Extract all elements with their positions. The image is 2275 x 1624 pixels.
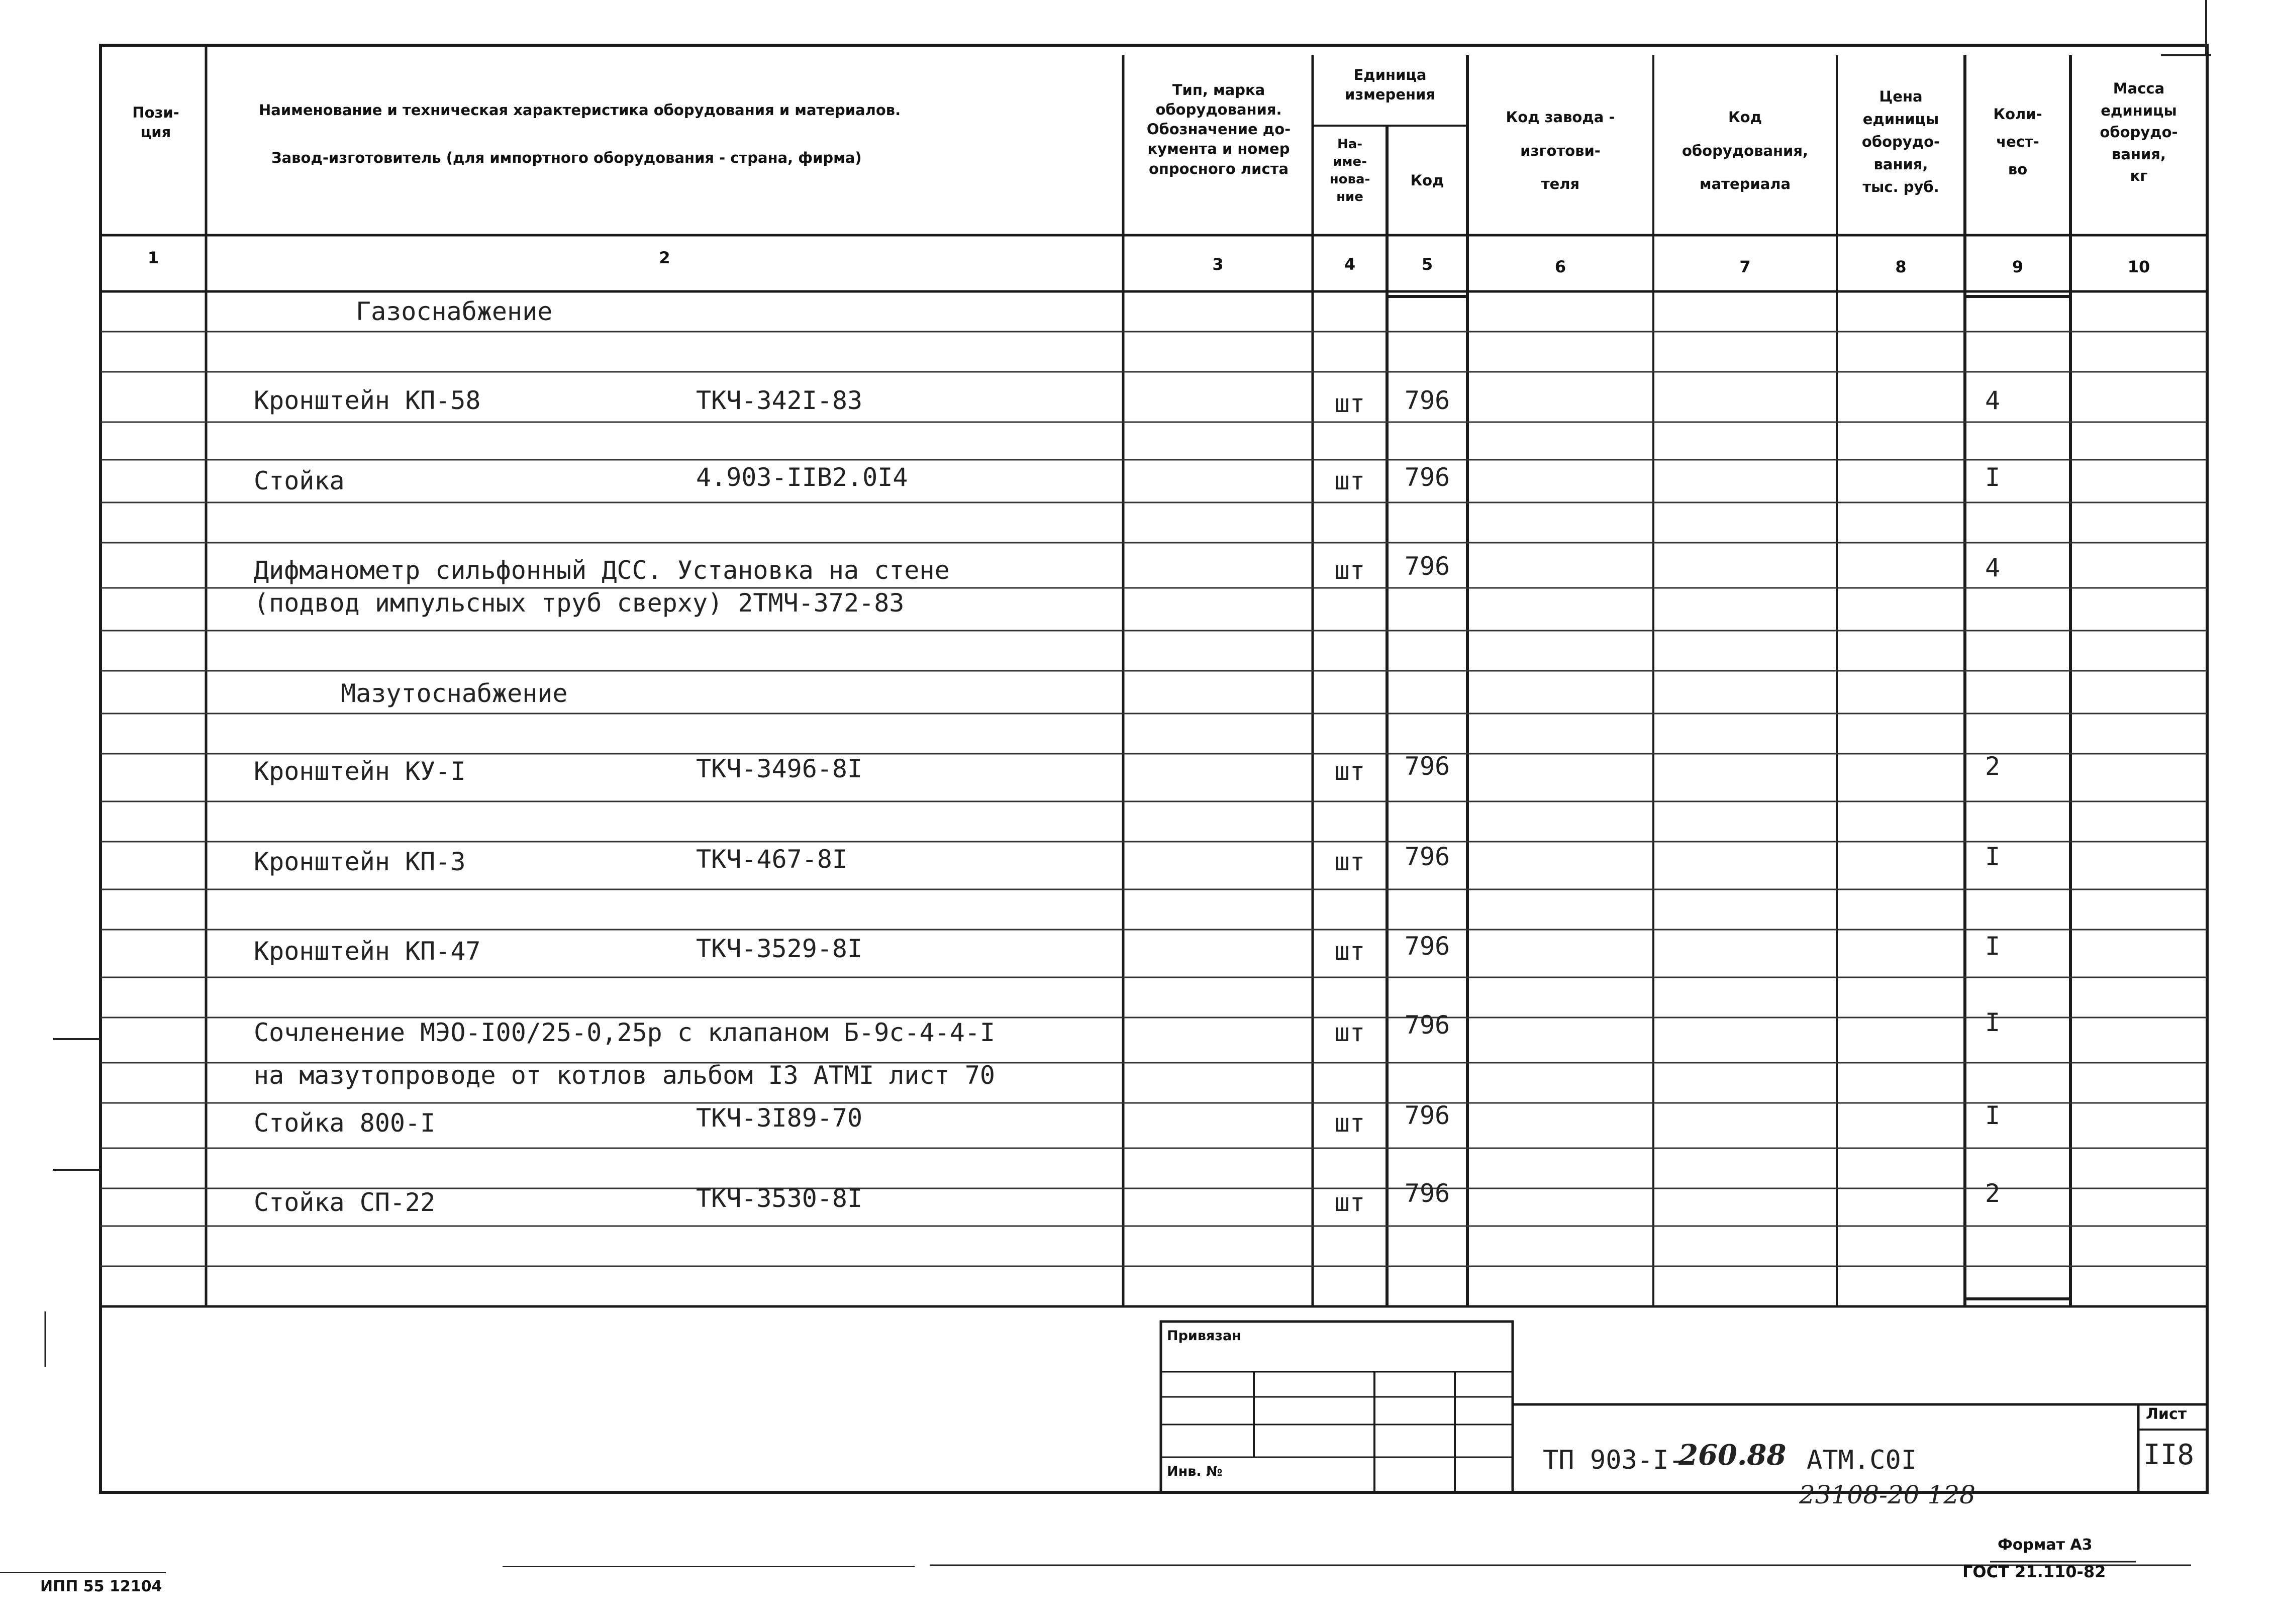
row-doc: ТКЧ-3530-8I — [696, 1184, 863, 1213]
row-qty: I — [1985, 1101, 2001, 1130]
row-name-continued: (подвод импульсных труб сверху) 2ТМЧ-372-83 — [254, 588, 905, 618]
footer-print-code: ИПП 55 12104 — [40, 1578, 162, 1595]
row-name-continued: на мазутопроводе от котлов альбом I3 АТМI лист 70 — [254, 1061, 996, 1090]
stamp-list-label: Лист — [2146, 1405, 2187, 1423]
row-code: 796 — [1404, 386, 1450, 415]
row-name: Кронштейн КП-3 — [254, 847, 466, 876]
header-unit-group: Единица измерения — [1345, 66, 1435, 104]
header-unit-name: На- име- нова- ние — [1329, 137, 1370, 205]
stamp-designation-handwritten: 260.88 — [1678, 1439, 1787, 1472]
header-type: Тип, марка оборудования. Обозначение до- кумента и номер опросного листа — [1146, 81, 1291, 177]
row-code: 796 — [1404, 463, 1450, 492]
row-qty: 2 — [1985, 1179, 2001, 1208]
row-doc: ТКЧ-3496-8I — [696, 754, 863, 783]
stamp-inv-number: Инв. № — [1167, 1464, 1223, 1479]
row-name: Стойка СП-22 — [254, 1188, 436, 1217]
row-unit: шт — [1334, 1108, 1365, 1138]
row-unit: шт — [1334, 757, 1365, 786]
row-unit: шт — [1334, 466, 1365, 495]
stamp-list-number: II8 — [2143, 1439, 2195, 1471]
stamp-designation-prefix: ТП 903-I- — [1543, 1445, 1685, 1475]
row-name: Кронштейн КП-47 — [254, 937, 481, 966]
row-unit: шт — [1334, 389, 1365, 418]
row-name: Стойка — [254, 466, 345, 495]
col-number-7: 7 — [1739, 257, 1751, 276]
col-number-3: 3 — [1212, 255, 1224, 274]
header-quantity: Коли- чест- во — [1993, 106, 2042, 178]
col-number-8: 8 — [1895, 257, 1907, 276]
header-name-line1: Наименование и техническая характеристика оборудования и материалов. — [259, 102, 901, 119]
stamp-privyazan: Привязан — [1167, 1328, 1241, 1344]
section-heading-fuel: Мазутоснабжение — [341, 679, 568, 708]
row-qty: 2 — [1985, 752, 2001, 781]
row-code: 796 — [1404, 752, 1450, 781]
row-code: 796 — [1404, 1010, 1450, 1040]
section-heading-gas: Газоснабжение — [356, 297, 553, 326]
row-qty: I — [1985, 1008, 2001, 1037]
row-name: Стойка 800-I — [254, 1108, 436, 1138]
footer-gost: ГОСТ 21.110-82 — [1962, 1562, 2106, 1581]
row-unit: шт — [1334, 937, 1365, 966]
col-number-5: 5 — [1421, 255, 1433, 274]
row-code: 796 — [1404, 1179, 1450, 1208]
header-unit-code: Код — [1410, 172, 1444, 189]
row-code: 796 — [1404, 1101, 1450, 1130]
row-qty: I — [1985, 463, 2001, 492]
header-factory-code: Код завода - изготови- теля — [1506, 109, 1615, 193]
row-name: Кронштейн КП-58 — [254, 386, 481, 415]
row-code: 796 — [1404, 552, 1450, 581]
row-name: Дифманометр сильфонный ДСС. Установка на стене — [254, 556, 950, 585]
stamp-designation-suffix: АТМ.С0I — [1807, 1445, 1917, 1475]
footer-format: Формат А3 — [1998, 1536, 2093, 1554]
col-number-10: 10 — [2127, 257, 2150, 276]
row-doc: ТКЧ-3I89-70 — [696, 1103, 863, 1133]
col-number-1: 1 — [147, 248, 159, 267]
header-mass: Масса единицы оборудо- вания, кг — [2100, 80, 2178, 184]
row-doc: ТКЧ-3529-8I — [696, 934, 863, 963]
row-unit: шт — [1334, 1188, 1365, 1217]
stamp-hand-note: 23108-20 128 — [1799, 1480, 1975, 1509]
row-doc: ТКЧ-342I-83 — [696, 386, 863, 415]
col-number-6: 6 — [1554, 257, 1566, 276]
row-code: 796 — [1404, 932, 1450, 961]
row-unit: шт — [1334, 556, 1365, 585]
header-price: Цена единицы оборудо- вания, тыс. руб. — [1861, 88, 1940, 195]
header-position: Пози- ция — [132, 104, 179, 141]
row-qty: 4 — [1985, 553, 2001, 582]
col-number-9: 9 — [2012, 257, 2024, 276]
row-code: 796 — [1404, 842, 1450, 871]
row-qty: 4 — [1985, 386, 2001, 415]
row-unit: шт — [1334, 1018, 1365, 1047]
row-qty: I — [1985, 932, 2001, 961]
row-qty: I — [1985, 842, 2001, 871]
row-name: Сочленение МЭО-I00/25-0,25р с клапаном Б-9с-4-4-I — [254, 1018, 996, 1047]
col-number-4: 4 — [1344, 255, 1356, 274]
header-name-line2: Завод-изготовитель (для импортного оборудования - страна, фирма) — [271, 149, 862, 166]
row-doc: 4.903-IIВ2.0I4 — [696, 463, 908, 492]
header-equipment-code: Код оборудования, материала — [1681, 109, 1809, 193]
row-name: Кронштейн КУ-I — [254, 757, 466, 786]
row-doc: ТКЧ-467-8I — [696, 845, 848, 874]
col-number-2: 2 — [659, 248, 670, 267]
row-unit: шт — [1334, 847, 1365, 876]
